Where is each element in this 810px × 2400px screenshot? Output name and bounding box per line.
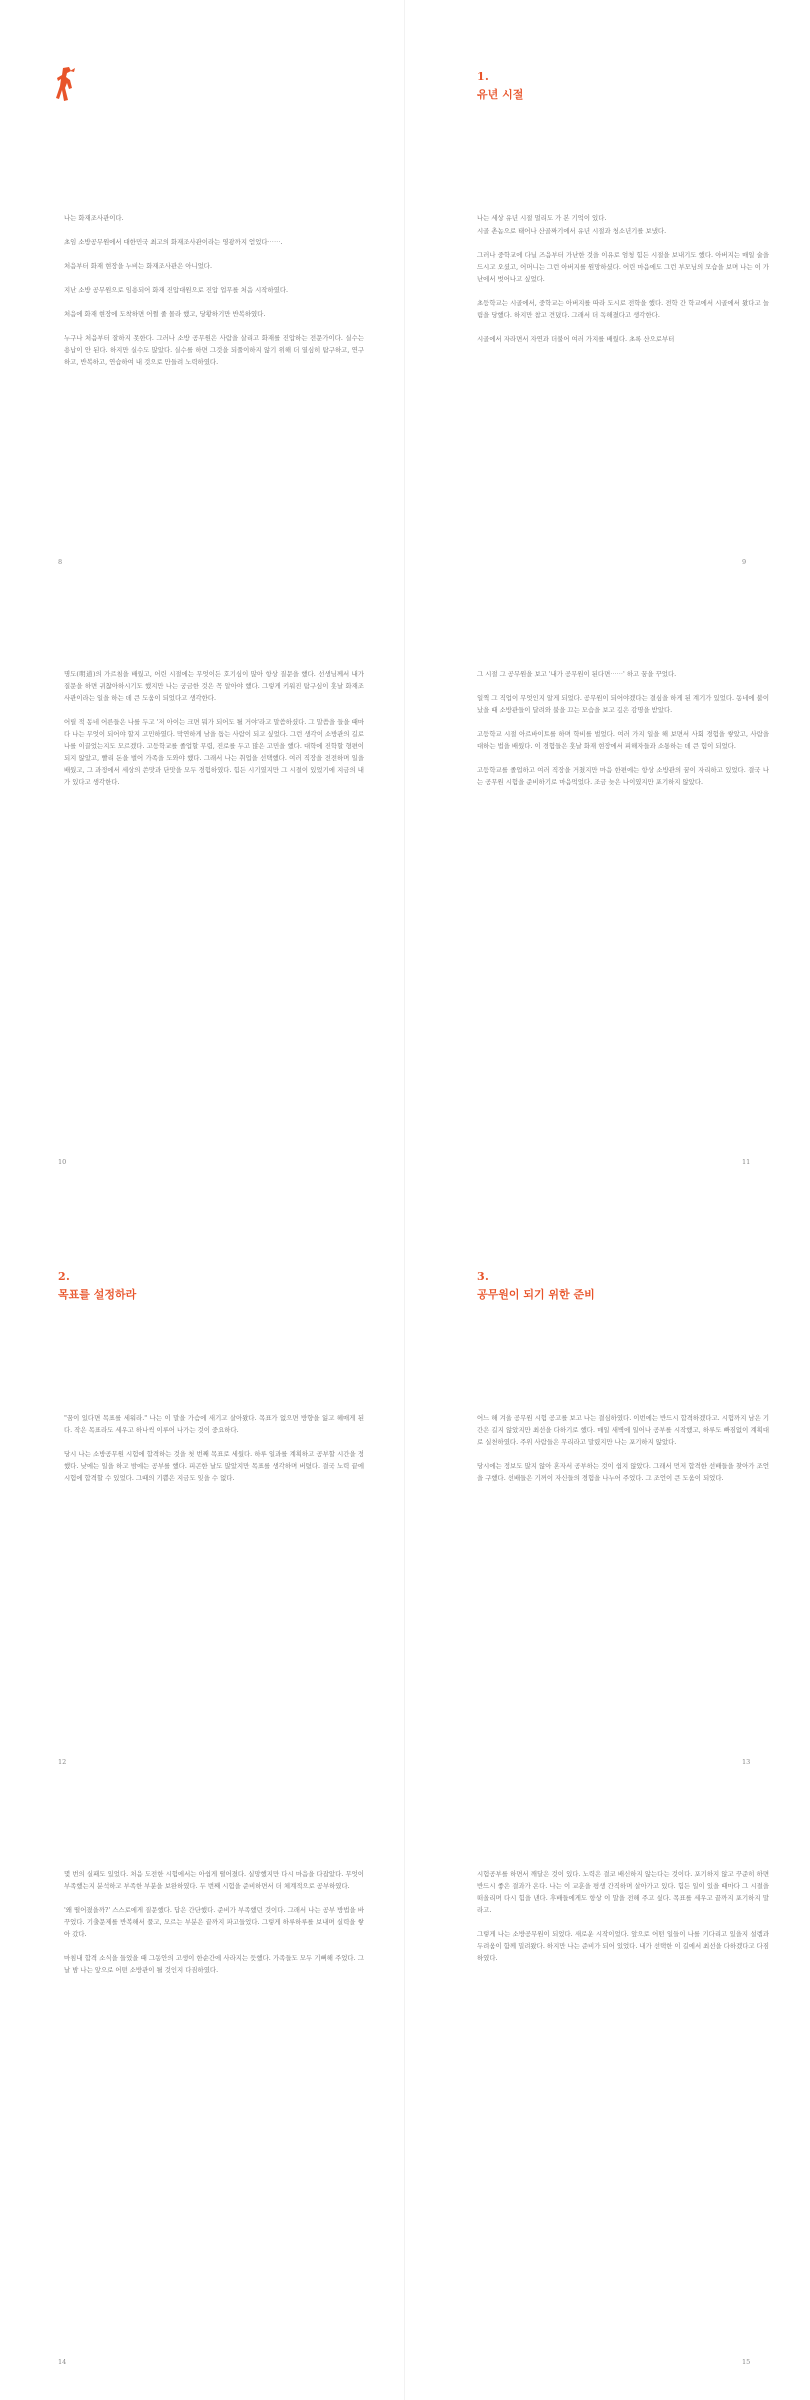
- paragraph: "꿈이 있다면 목표를 세워라." 나는 이 말을 가슴에 새기고 살아왔다. 목표가 없으면 방향을 잃고 헤매게 된다. 작은 목표라도 세우고 하나씩 이루어 나가는 것이 중요하다.: [64, 1414, 364, 1434]
- paragraph: 일찍 그 직업이 무엇인지 알게 되었다. 공무원이 되어야겠다는 결심을 하게 된 계기가 있었다. 동네에 불이 났을 때 소방관들이 달려와 불을 끄는 모습을 보고 깊은 감명을 받았다.: [477, 694, 769, 714]
- paragraph: 고등학교 시절 아르바이트를 하며 학비를 벌었다. 여러 가지 일을 해 보면서 사회 경험을 쌓았고, 사람을 대하는 법을 배웠다. 이 경험들은 훗날 화재 현장에서 피해자들과 소통하는 데 큰 힘이 되었다.: [477, 730, 769, 750]
- paragraph: 당시 나는 소방공무원 시험에 합격하는 것을 첫 번째 목표로 세웠다. 하루 일과를 계획하고 공부할 시간을 정했다. 낮에는 일을 하고 밤에는 공부를 했다. 피곤한 날도 많았지만 목표를 생각하며 버텼다. 결국 노력 끝에 시험에 합격할 수 있었다. 그때의 기쁨은 지금도 잊을 수 없다.: [64, 1450, 364, 1482]
- paragraph: '왜 떨어졌을까?' 스스로에게 질문했다. 답은 간단했다. 준비가 부족했던 것이다. 그래서 나는 공부 방법을 바꾸었다. 기출문제를 반복해서 풀고, 모르는 부분은 끝까지 파고들었다. 그렇게 하루하루를 보내며 실력을 쌓아 갔다.: [64, 1906, 364, 1938]
- page-10: [0, 600, 405, 1200]
- page-9: [405, 0, 810, 600]
- paragraph: 지난 소방 공무원으로 임용되어 화재 진압대원으로 진압 업무를 처음 시작하였다.: [64, 286, 289, 294]
- spread-pages-10-11: [0, 600, 810, 1200]
- page-8: [0, 0, 405, 600]
- page-15: [405, 1800, 810, 2400]
- paragraph: 시험공부를 하면서 깨달은 것이 있다. 노력은 결코 배신하지 않는다는 것이다. 포기하지 않고 꾸준히 하면 반드시 좋은 결과가 온다. 나는 이 교훈을 평생 간직하며 살아가고 있다. 힘든 일이 있을 때마다 그 시절을 떠올리며 다시 힘을 낸다. 후배들에게도 항상 이 말을 전해 주고 싶다. 목표를 세우고 끝까지 포기하지 말라고.: [477, 1870, 769, 1914]
- page-number: 15: [742, 2358, 751, 2366]
- page-13-body: [477, 1412, 769, 1496]
- chapter-title: 유년 시절: [477, 88, 524, 101]
- paragraph: 그렇게 나는 소방공무원이 되었다. 새로운 시작이었다. 앞으로 어떤 일들이 나를 기다리고 있을지 설렘과 두려움이 함께 밀려왔다. 하지만 나는 준비가 되어 있었다. 내가 선택한 이 길에서 최선을 다하겠다고 다짐하였다.: [477, 1930, 769, 1962]
- paragraph: 처음부터 화재 현장을 누비는 화재조사관은 아니었다.: [64, 262, 213, 270]
- page-number: 14: [58, 2358, 67, 2366]
- firefighter-logo-icon: [54, 66, 76, 102]
- spread-pages-8-9: [0, 0, 810, 600]
- page-13: [405, 1200, 810, 1800]
- chapter-number: 1.: [477, 70, 490, 83]
- paragraph: 어릴 적 동네 어른들은 나를 두고 '저 아이는 크면 뭐가 되어도 될 거야'라고 말씀하셨다. 그 말씀을 들을 때마다 나는 무엇이 되어야 할지 고민하였다. 막연하게 남을 돕는 사람이 되고 싶었다. 그런 생각이 소방관의 길로 나를 이끌었는지도 모르겠다. 고등학교를 졸업할 무렵, 진로를 두고 많은 고민을 했다. 대학에 진학할 형편이 되지 않았고, 빨리 돈을 벌어 가족을 도와야 했다. 그래서 나는 취업을 선택했다. 여러 직장을 전전하며 일을 배웠고, 그 과정에서 세상의 쓴맛과 단맛을 모두 경험하였다. 힘든 시기였지만 그 시절이 있었기에 지금의 내가 있다고 생각한다.: [64, 718, 364, 786]
- paragraph: 어느 해 겨울 공무원 시험 공고를 보고 나는 결심하였다. 이번에는 반드시 합격하겠다고. 시험까지 남은 기간은 길지 않았지만 최선을 다하기로 했다. 매일 새벽에 일어나 공부를 시작했고, 하루도 빠짐없이 계획대로 실천하였다. 주위 사람들은 무리라고 말렸지만 나는 포기하지 않았다.: [477, 1414, 769, 1446]
- paragraph: 그 시절 그 공무원을 보고 '내가 공무원이 된다면⋯⋯' 하고 꿈을 꾸었다.: [477, 670, 677, 678]
- page-11-body: [477, 668, 769, 800]
- chapter-number: 3.: [477, 1270, 490, 1283]
- paragraph: 나는 세상 유년 시절 멀리도 가 본 기억이 있다.: [477, 214, 607, 222]
- paragraph: 시골 촌놈으로 태어나 산골짜기에서 유년 시절과 청소년기를 보냈다.: [477, 227, 667, 235]
- paragraph: 마침내 합격 소식을 들었을 때 그동안의 고생이 한순간에 사라지는 듯했다. 가족들도 모두 기뻐해 주었다. 그날 밤 나는 앞으로 어떤 소방관이 될 것인지 다짐하였다.: [64, 1954, 364, 1974]
- page-12: [0, 1200, 405, 1800]
- paragraph: 그러나 중학교에 다닐 즈음부터 가난한 것을 이유로 엄청 힘든 시절을 보내기도 했다. 아버지는 매일 술을 드시고 오셨고, 어머니는 그런 아버지를 원망하셨다. 어린 마음에도 그런 부모님의 모습을 보며 나는 이 가난에서 벗어나고 싶었다.: [477, 251, 769, 283]
- paragraph: 초임 소방공무원에서 대한민국 최고의 화재조사관이라는 영광까지 얻었다⋯⋯.: [64, 238, 283, 246]
- paragraph: 고등학교를 졸업하고 여러 직장을 거쳤지만 마음 한편에는 항상 소방관의 꿈이 자리하고 있었다. 결국 나는 공무원 시험을 준비하기로 마음먹었다. 조금 늦은 나이였지만 포기하지 않았다.: [477, 766, 769, 786]
- chapter-title: 목표를 설정하라: [58, 1288, 137, 1301]
- page-12-body: [64, 1412, 364, 1496]
- page-number: 12: [58, 1758, 67, 1766]
- paragraph: 명도(明道)의 가르침을 배웠고, 어린 시절에는 무엇이든 호기심이 많아 항상 질문을 했다. 선생님께서 내가 질문을 하면 귀찮아하시기도 했지만 나는 궁금한 것은 꼭 알아야 했다. 그렇게 키워진 탐구심이 훗날 화재조사관이라는 일을 하는 데 큰 도움이 되었다고 생각한다.: [64, 670, 364, 702]
- page-10-body: [64, 668, 364, 800]
- paragraph: 초등학교는 시골에서, 중학교는 아버지를 따라 도시로 전학을 했다. 전학 간 학교에서 시골에서 왔다고 놀림을 당했다. 하지만 참고 견뎠다. 그래서 더 독해졌다고 생각한다.: [477, 299, 769, 319]
- spread-pages-14-15: [0, 1800, 810, 2400]
- chapter-number: 2.: [58, 1270, 71, 1283]
- page-15-body: [477, 1868, 769, 1976]
- page-number: 13: [742, 1758, 751, 1766]
- spread-pages-12-13: [0, 1200, 810, 1800]
- paragraph: 당시에는 정보도 많지 않아 혼자서 공부하는 것이 쉽지 않았다. 그래서 먼저 합격한 선배들을 찾아가 조언을 구했다. 선배들은 기꺼이 자신들의 경험을 나누어 주었다. 그 조언이 큰 도움이 되었다.: [477, 1462, 769, 1482]
- page-11: [405, 600, 810, 1200]
- page-14: [0, 1800, 405, 2400]
- page-14-body: [64, 1868, 364, 1988]
- page-number: 10: [58, 1158, 67, 1166]
- paragraph: 처음에 화재 현장에 도착하면 어쩔 줄 몰라 했고, 당황하기만 반복하였다.: [64, 310, 266, 318]
- paragraph: 몇 번의 실패도 있었다. 처음 도전한 시험에서는 아쉽게 떨어졌다. 실망했지만 다시 마음을 다잡았다. 무엇이 부족했는지 분석하고 부족한 부분을 보완하였다. 두 번째 시험을 준비하면서 더 체계적으로 공부하였다.: [64, 1870, 364, 1890]
- page-8-body: [64, 212, 364, 380]
- paragraph: 누구나 처음부터 잘하지 못한다. 그러나 소방 공무원은 사람을 살리고 화재를 진압하는 전문가이다. 실수는 용납이 안 된다. 하지만 실수도 많았다. 실수를 하면 그것을 되풀이하지 않기 위해 더 열심히 탐구하고, 연구하고, 반복하고, 연습하여 내 것으로 만들려 노력하였다.: [64, 334, 364, 366]
- paragraph: 나는 화재조사관이다.: [64, 214, 124, 222]
- chapter-title: 공무원이 되기 위한 준비: [477, 1288, 595, 1301]
- page-9-body: [477, 212, 769, 357]
- paragraph: 시골에서 자라면서 자연과 더불어 여러 가지를 배웠다. 초록 산으로부터: [477, 335, 675, 343]
- page-number: 11: [742, 1158, 751, 1166]
- page-number: 8: [58, 558, 63, 566]
- page-number: 9: [742, 558, 747, 566]
